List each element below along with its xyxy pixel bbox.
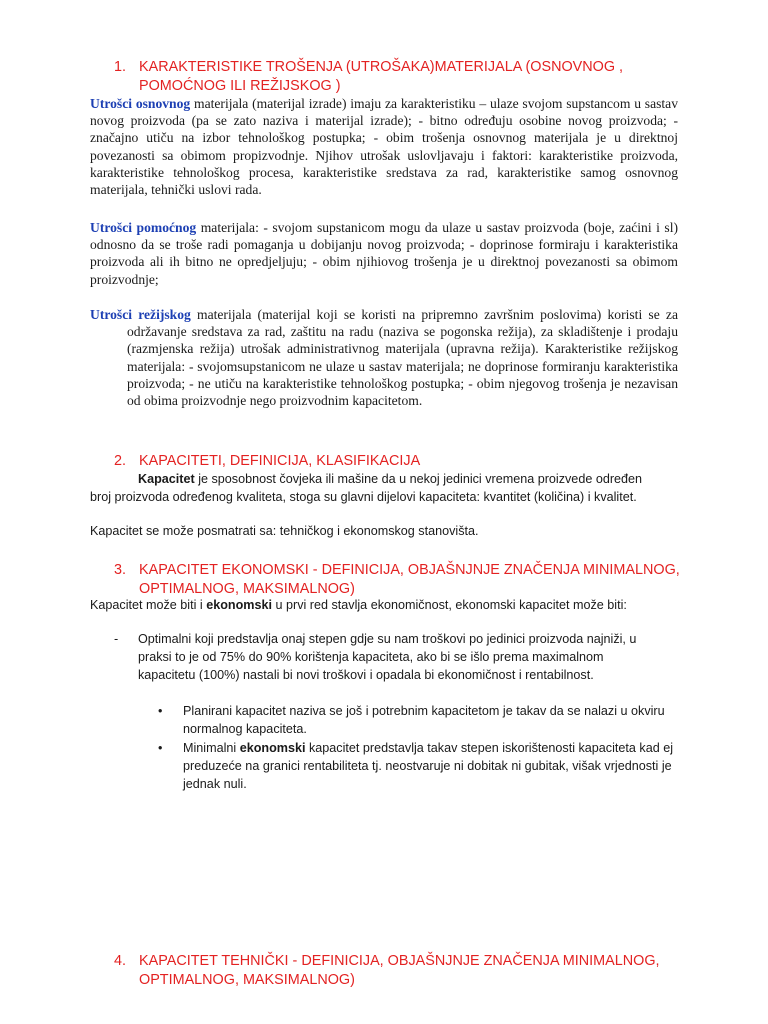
- section-2-heading-text: KAPACITETI, DEFINICIJA, KLASIFIKACIJA: [139, 453, 421, 469]
- term-utrosci-osnovnog: Utrošci osnovnog: [90, 96, 191, 111]
- section-4-number: 4.: [114, 953, 127, 969]
- section-4-heading-text: KAPACITET TEHNIČKI - DEFINICIJA, OBJAŠNJNJE ZNAČENJA MINIMALNOG, OPTIMALNOG, MAKSIMALNOG): [139, 953, 660, 988]
- section-3-heading: [114, 561, 694, 599]
- paragraph-text: materijala (materijal koji se koristi na pripremno završnim poslovima) koristi se za održavanje sredstava za rad, zaštitu na radu (naziva se pogonska režija), za skladištenje i prodaju (razmjenska režija) utrošak administrativnog materijala (upravna režija). Karakteristike režijskog materijala: - svojomsupstanicom ne ulaze u sastav materijala; ne doprinose formiranju karakteristika proizvoda; - ne utiču na karakteristike tehnološkog postupka; - obim njegovog trošenja je nezavisan od obima proizvodnje nego proizvodnim kapacitetom.: [127, 307, 678, 409]
- bullet-list-item: [158, 702, 680, 738]
- bullet-icon: •: [158, 741, 163, 755]
- term-utrosci-rezijskog: Utrošci režijskog: [90, 307, 191, 322]
- bullet-item-text: [183, 739, 680, 793]
- paragraph-utrosci-rezijskog: [90, 306, 678, 409]
- paragraph-text: je sposobnost čovjeka ili mašine da u nekoj jedinici vremena proizvede određen broj proizvoda određenog kvaliteta, stoga su glavni dijelovi kapaciteta: kvantitet (količina) i kvalitet.: [90, 472, 643, 504]
- section-4-heading: [114, 952, 694, 990]
- paragraph-utrosci-pomocnog: [90, 219, 678, 288]
- term-ekonomski: ekonomski: [206, 598, 272, 612]
- section-2-number: 2.: [114, 453, 127, 469]
- paragraph-text: materijala: - svojom supstanicom mogu da ulaze u sastav proizvoda (boje, zaćini i sl) odnosno da se troše radi pomaganja u dobijanju novog proizvoda; - doprinose formiraju i karakteristika proizvoda ali ih bitno ne opredjeljuju; - obim njihiovog trošenja je u direktnoj povezanosti sa obimom proizvodnje;: [90, 220, 679, 287]
- section-1-heading: [114, 58, 694, 96]
- section-3-number: 3.: [114, 562, 127, 578]
- term-utrosci-pomocnog: Utrošci pomoćnog: [90, 220, 197, 235]
- bullet-text: Minimalni: [183, 741, 240, 755]
- bullet-item-text: Planirani kapacitet naziva se još i potrebnim kapacitetom je takav da se nalazi u okviru normalnog kapaciteta.: [183, 704, 665, 736]
- dash-list-item: [114, 630, 664, 684]
- dash-marker: -: [114, 632, 119, 646]
- bullet-icon: •: [158, 704, 163, 718]
- paragraph-text: Kapacitet može biti i: [90, 598, 207, 612]
- section-2-heading: [114, 452, 694, 471]
- term-kapacitet: Kapacitet: [138, 472, 195, 486]
- paragraph-kapacitet-definicija: [90, 470, 660, 506]
- paragraph-text: u prvi red stavlja ekonomičnost, ekonomski kapacitet može biti:: [272, 598, 627, 612]
- paragraph-text: materijala (materijal izrade) imaju za karakteristiku – ulaze svojom supstancom u sastav novog proizvoda (pa se zato naziva i materijal izrade); - bitno određuju osobine novog proizvoda; - značajno utiču na izbor tehnološkog postupka; - obim trošenja osnovnog materijala je u direktnoj povezanosti sa obimom propizvodnje. Njihov utrošak uslovljavaju i faktori: karakteristike proizvoda, karakteristike tehnološkog procesa, karakteristike sredstava za rad, karakteristike samog osnovnog materijala, tehnički uslovi rada.: [90, 96, 679, 198]
- section-1-number: 1.: [114, 59, 127, 75]
- bullet-text: kapacitet predstavlja takav stepen iskorištenosti kapaciteta kad ej preduzeće na granici rentabiliteta tj. neostvaruje ni dobitak ni gubitak, višak vrjednosti je jednak nuli.: [183, 741, 674, 791]
- dash-item-text: Optimalni koji predstavlja onaj stepen gdje su nam troškovi po jedinici proizvoda najniži, u praksi to je od 75% do 90% korištenja kapaciteta, ako bi se išlo prema maximalnom kapacitetu (100%) nastali bi novi troškovi i opadala bi ekonomičnost i rentabilnost.: [138, 632, 637, 682]
- section-3-heading-text: KAPACITET EKONOMSKI - DEFINICIJA, OBJAŠNJNJE ZNAČENJA MINIMALNOG, OPTIMALNOG, MAKSIMALNOG): [139, 562, 680, 597]
- section-1-heading-text: KARAKTERISTIKE TROŠENJA (UTROŠAKA)MATERIJALA (OSNOVNOG , POMOĆNOG ILI REŽIJSKOG ): [139, 59, 624, 94]
- paragraph-ekonomski-intro: [90, 596, 675, 614]
- paragraph-kapacitet-stanovista: Kapacitet se može posmatrati sa: tehničkog i ekonomskog stanovišta.: [90, 524, 479, 538]
- term-ekonomski: ekonomski: [239, 741, 306, 755]
- bullet-list-item: [158, 739, 680, 793]
- paragraph-utrosci-osnovnog: [90, 95, 678, 198]
